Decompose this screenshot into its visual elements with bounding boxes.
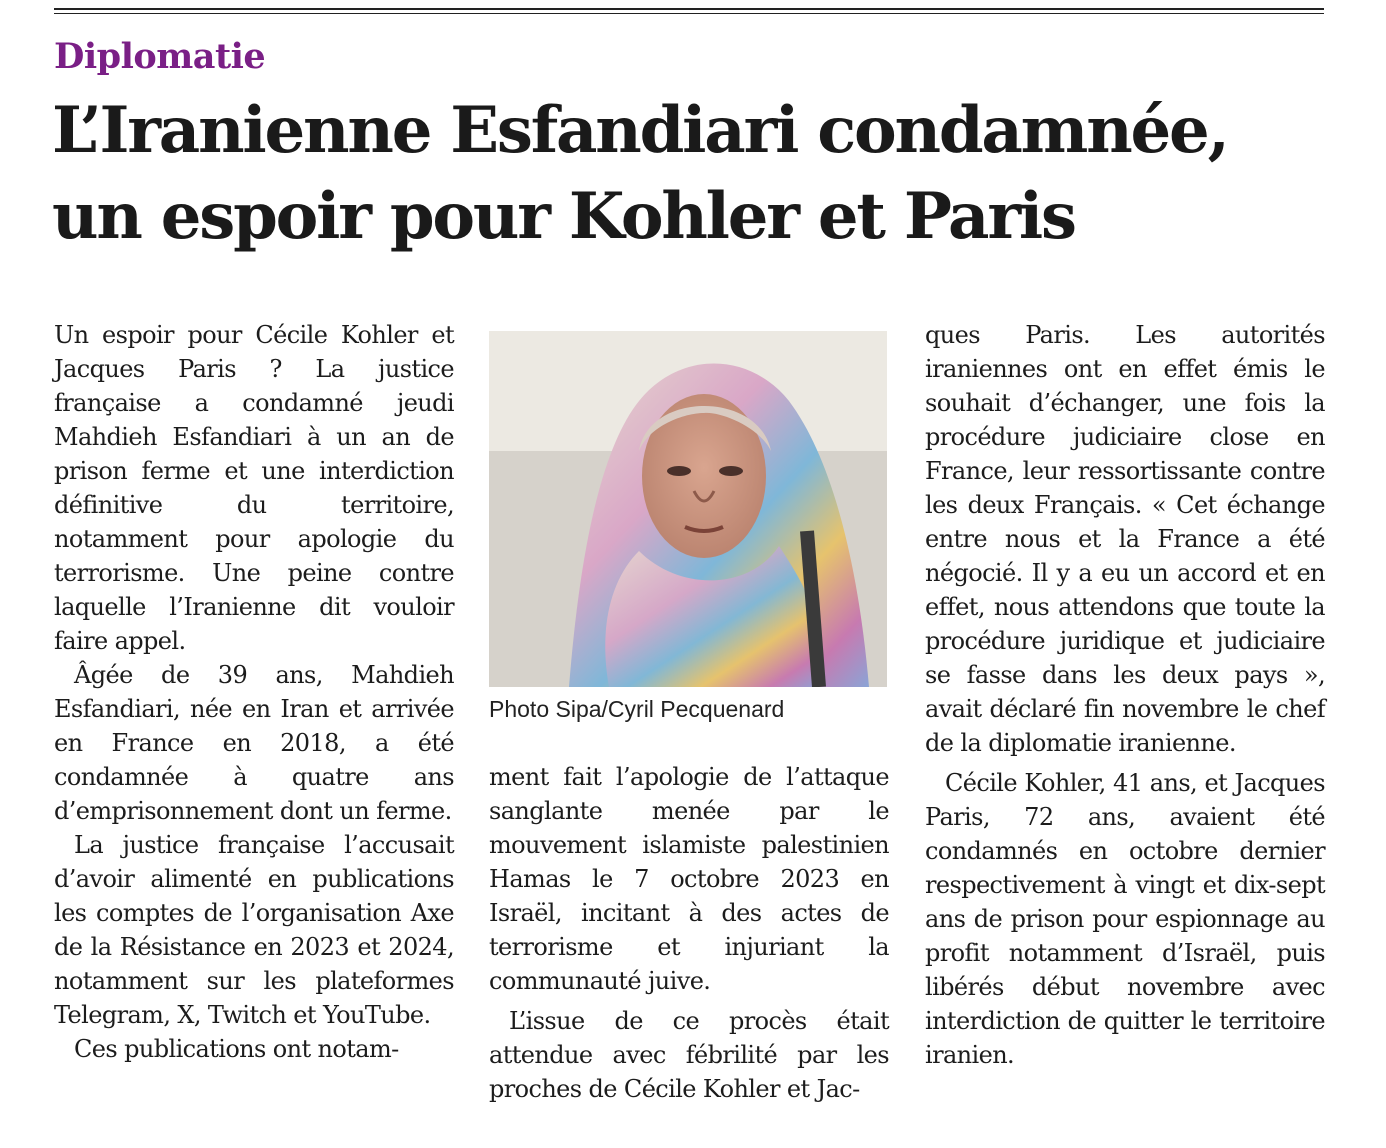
portrait-illustration [489,331,887,687]
top-rule [54,8,1324,10]
headline-line-1: L’Iranienne Esfandiari condamnée, [52,93,1228,168]
paragraph: ques Paris. Les autorités iraniennes ont en effet émis le souhait d’échanger, une fois la procédure judiciaire close en France, leur ressortissante contre les deux Français. « Cet échange entre nous et la France a été négocié. Il y a eu un accord et en effet, nous attendons que toute la procédure juridique et judiciaire se fasse dans les deux pays », avait déclaré fin novembre le chef de la diplomatie iranienne. [925,321,1325,757]
paragraph: ment fait l’apologie de l’attaque sanglante menée par le mouvement islamiste palestinien Hamas le 7 octobre 2023 en Israël, incitant à des actes de terrorisme et injuriant la communauté juive. [489,763,889,995]
paragraph: Cécile Kohler, 41 ans, et Jacques Paris, 72 ans, avaient été condamnés en octobre dernier respectivement à vingt et dix-sept ans de prison pour espionnage au profit notamment d’Israël, puis libérés début novembre avec interdiction de quitter le territoire iranien. [925,769,1325,1069]
headline-line-2: un espoir pour Kohler et Paris [52,179,1075,254]
paragraph: L’issue de ce procès était attendue avec fébrilité par les proches de Cécile Kohler et Jac- [489,1007,889,1103]
article-column-3 [925,318,1325,1072]
article-photo [489,331,887,687]
article-column-2 [489,760,889,1106]
photo-caption: Photo Sipa/Cyril Pecquenard [489,696,785,722]
paragraph: Âgée de 39 ans, Mahdieh Esfandiari, née en Iran et arrivée en France en 2018, a été condamnée à quatre ans d’emprisonnement dont un ferme. [54,661,454,825]
paragraph: La justice française l’accusait d’avoir alimenté en publications les comptes de l’organisation Axe de la Résistance en 2023 et 2024, notamment sur les plateformes Telegram, X, Twitch et YouTube. [54,831,454,1029]
article-headline [52,88,1342,260]
top-rule-thin [54,13,1324,14]
article-column-1 [54,318,454,1066]
paragraph: Ces publications ont notam- [74,1035,399,1063]
paragraph: Un espoir pour Cécile Kohler et Jacques Paris ? La justice française a condamné jeudi Mahdieh Esfandiari à un an de prison ferme et une interdiction définitive du territoire, notamment pour apologie du terrorisme. Une peine contre laquelle l’Iranienne dit vouloir faire appel. [54,321,454,655]
section-kicker: Diplomatie [54,36,266,77]
